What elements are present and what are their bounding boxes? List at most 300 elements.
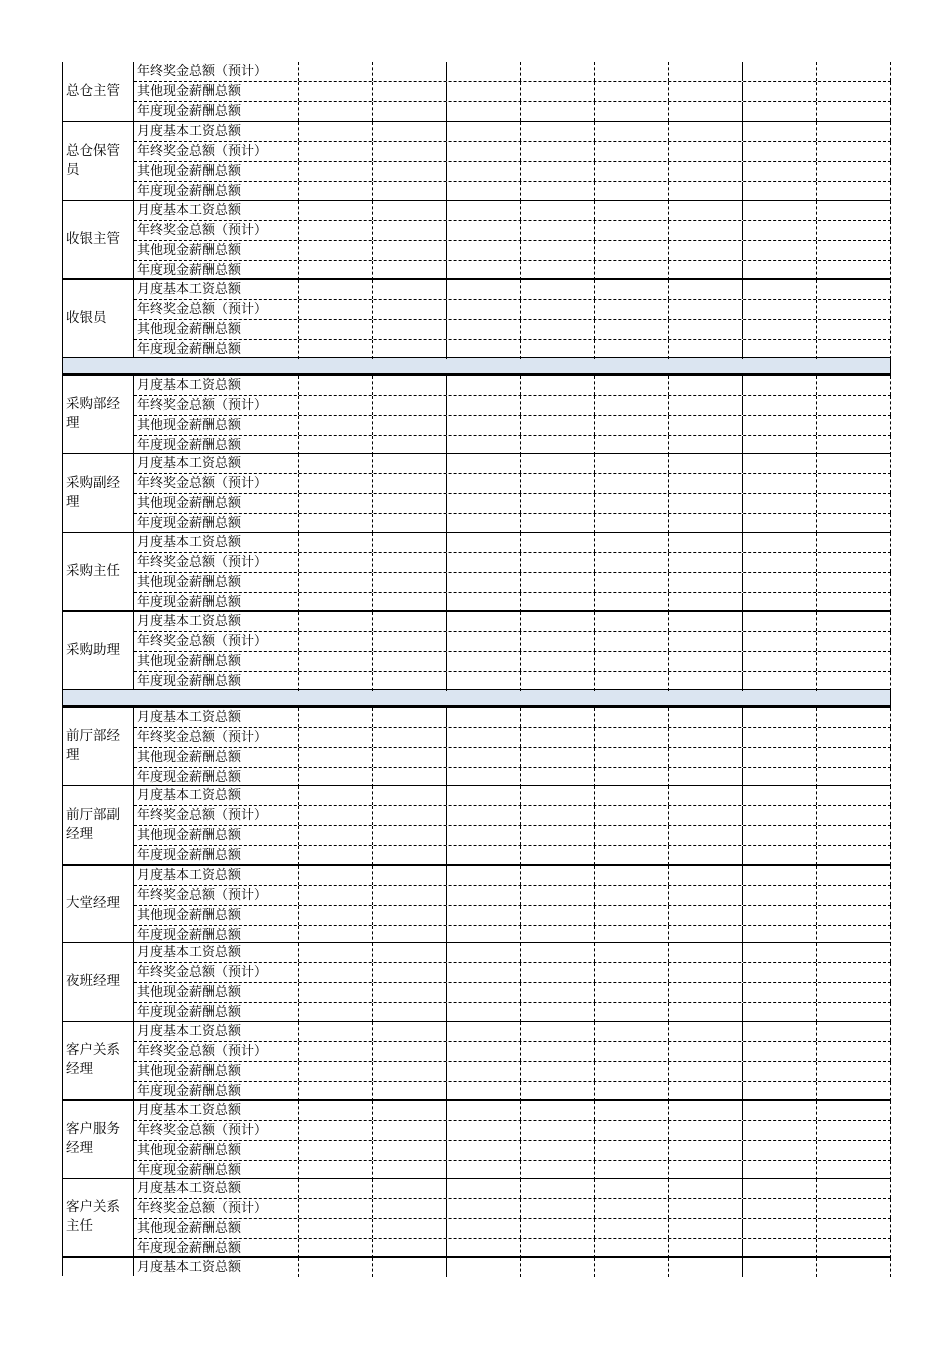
value-cell[interactable] (743, 396, 817, 415)
value-cell[interactable] (299, 1042, 373, 1061)
value-cell[interactable] (743, 1141, 817, 1160)
value-cell[interactable] (447, 1101, 521, 1120)
value-cell[interactable] (447, 122, 521, 141)
value-cell[interactable] (299, 573, 373, 592)
value-cell[interactable] (447, 632, 521, 651)
value-cell[interactable] (669, 963, 743, 982)
value-cell[interactable] (669, 652, 743, 671)
value-cell[interactable] (373, 768, 447, 787)
value-cell[interactable] (595, 768, 669, 787)
value-cell[interactable] (743, 1121, 817, 1140)
value-cell[interactable] (299, 1179, 373, 1198)
value-cell[interactable] (447, 1042, 521, 1061)
value-cell[interactable] (299, 983, 373, 1002)
value-cell[interactable] (669, 396, 743, 415)
value-cell[interactable] (447, 261, 521, 280)
value-cell[interactable] (595, 963, 669, 982)
value-cell[interactable] (817, 963, 891, 982)
value-cell[interactable] (817, 1121, 891, 1140)
value-cell[interactable] (817, 162, 891, 181)
value-cell[interactable] (595, 906, 669, 925)
value-cell[interactable] (595, 122, 669, 141)
value-cell[interactable] (299, 612, 373, 631)
value-cell[interactable] (447, 672, 521, 691)
value-cell[interactable] (521, 340, 595, 359)
value-cell[interactable] (743, 62, 817, 81)
value-cell[interactable] (817, 1239, 891, 1258)
value-cell[interactable] (817, 612, 891, 631)
value-cell[interactable] (447, 1258, 521, 1277)
value-cell[interactable] (373, 474, 447, 493)
value-cell[interactable] (447, 1179, 521, 1198)
value-cell[interactable] (595, 826, 669, 845)
value-cell[interactable] (373, 906, 447, 925)
value-cell[interactable] (521, 454, 595, 473)
value-cell[interactable] (743, 826, 817, 845)
value-cell[interactable] (743, 1022, 817, 1041)
value-cell[interactable] (669, 826, 743, 845)
value-cell[interactable] (743, 983, 817, 1002)
value-cell[interactable] (595, 201, 669, 220)
value-cell[interactable] (299, 708, 373, 727)
value-cell[interactable] (595, 1003, 669, 1022)
value-cell[interactable] (299, 454, 373, 473)
value-cell[interactable] (595, 280, 669, 299)
value-cell[interactable] (373, 514, 447, 533)
value-cell[interactable] (743, 494, 817, 513)
value-cell[interactable] (595, 1062, 669, 1081)
value-cell[interactable] (669, 474, 743, 493)
value-cell[interactable] (743, 593, 817, 612)
value-cell[interactable] (817, 826, 891, 845)
value-cell[interactable] (299, 672, 373, 691)
value-cell[interactable] (447, 1082, 521, 1101)
value-cell[interactable] (447, 748, 521, 767)
value-cell[interactable] (373, 1003, 447, 1022)
value-cell[interactable] (669, 280, 743, 299)
value-cell[interactable] (299, 142, 373, 161)
value-cell[interactable] (447, 1062, 521, 1081)
value-cell[interactable] (373, 1121, 447, 1140)
value-cell[interactable] (521, 768, 595, 787)
value-cell[interactable] (299, 494, 373, 513)
value-cell[interactable] (743, 1258, 817, 1277)
value-cell[interactable] (521, 1219, 595, 1238)
value-cell[interactable] (521, 416, 595, 435)
value-cell[interactable] (373, 573, 447, 592)
value-cell[interactable] (817, 1258, 891, 1277)
value-cell[interactable] (669, 1101, 743, 1120)
value-cell[interactable] (299, 416, 373, 435)
value-cell[interactable] (373, 632, 447, 651)
value-cell[interactable] (373, 1062, 447, 1081)
value-cell[interactable] (299, 553, 373, 572)
value-cell[interactable] (743, 768, 817, 787)
value-cell[interactable] (743, 708, 817, 727)
value-cell[interactable] (521, 62, 595, 81)
value-cell[interactable] (595, 846, 669, 865)
value-cell[interactable] (373, 142, 447, 161)
value-cell[interactable] (299, 340, 373, 359)
value-cell[interactable] (817, 748, 891, 767)
value-cell[interactable] (743, 553, 817, 572)
value-cell[interactable] (299, 280, 373, 299)
value-cell[interactable] (521, 1239, 595, 1258)
value-cell[interactable] (521, 1179, 595, 1198)
value-cell[interactable] (743, 672, 817, 691)
value-cell[interactable] (817, 1042, 891, 1061)
value-cell[interactable] (373, 748, 447, 767)
value-cell[interactable] (817, 280, 891, 299)
value-cell[interactable] (669, 553, 743, 572)
value-cell[interactable] (743, 1062, 817, 1081)
value-cell[interactable] (373, 62, 447, 81)
value-cell[interactable] (817, 416, 891, 435)
value-cell[interactable] (373, 300, 447, 319)
value-cell[interactable] (373, 1258, 447, 1277)
value-cell[interactable] (447, 826, 521, 845)
value-cell[interactable] (817, 533, 891, 552)
value-cell[interactable] (299, 1121, 373, 1140)
value-cell[interactable] (817, 866, 891, 885)
value-cell[interactable] (447, 320, 521, 339)
value-cell[interactable] (669, 906, 743, 925)
value-cell[interactable] (373, 963, 447, 982)
value-cell[interactable] (373, 728, 447, 747)
value-cell[interactable] (595, 886, 669, 905)
value-cell[interactable] (299, 1199, 373, 1218)
value-cell[interactable] (299, 221, 373, 240)
value-cell[interactable] (595, 182, 669, 201)
value-cell[interactable] (521, 1022, 595, 1041)
value-cell[interactable] (521, 573, 595, 592)
value-cell[interactable] (743, 142, 817, 161)
value-cell[interactable] (447, 612, 521, 631)
value-cell[interactable] (595, 162, 669, 181)
value-cell[interactable] (817, 1003, 891, 1022)
value-cell[interactable] (743, 846, 817, 865)
value-cell[interactable] (817, 62, 891, 81)
value-cell[interactable] (743, 1003, 817, 1022)
value-cell[interactable] (373, 494, 447, 513)
value-cell[interactable] (743, 886, 817, 905)
value-cell[interactable] (669, 806, 743, 825)
value-cell[interactable] (817, 768, 891, 787)
value-cell[interactable] (521, 886, 595, 905)
value-cell[interactable] (447, 201, 521, 220)
value-cell[interactable] (447, 436, 521, 455)
value-cell[interactable] (669, 573, 743, 592)
value-cell[interactable] (743, 612, 817, 631)
value-cell[interactable] (743, 436, 817, 455)
value-cell[interactable] (669, 182, 743, 201)
value-cell[interactable] (373, 612, 447, 631)
value-cell[interactable] (669, 672, 743, 691)
value-cell[interactable] (817, 943, 891, 962)
value-cell[interactable] (521, 102, 595, 121)
value-cell[interactable] (299, 632, 373, 651)
value-cell[interactable] (521, 1003, 595, 1022)
value-cell[interactable] (447, 593, 521, 612)
value-cell[interactable] (447, 652, 521, 671)
value-cell[interactable] (299, 886, 373, 905)
value-cell[interactable] (299, 102, 373, 121)
value-cell[interactable] (669, 728, 743, 747)
value-cell[interactable] (669, 1258, 743, 1277)
value-cell[interactable] (373, 1141, 447, 1160)
value-cell[interactable] (373, 1082, 447, 1101)
value-cell[interactable] (595, 454, 669, 473)
value-cell[interactable] (669, 82, 743, 101)
value-cell[interactable] (743, 866, 817, 885)
value-cell[interactable] (669, 320, 743, 339)
value-cell[interactable] (299, 963, 373, 982)
value-cell[interactable] (669, 1062, 743, 1081)
value-cell[interactable] (447, 280, 521, 299)
value-cell[interactable] (669, 593, 743, 612)
value-cell[interactable] (669, 612, 743, 631)
value-cell[interactable] (817, 1199, 891, 1218)
value-cell[interactable] (595, 672, 669, 691)
value-cell[interactable] (447, 1003, 521, 1022)
value-cell[interactable] (595, 533, 669, 552)
value-cell[interactable] (299, 806, 373, 825)
value-cell[interactable] (743, 533, 817, 552)
value-cell[interactable] (595, 1101, 669, 1120)
value-cell[interactable] (669, 142, 743, 161)
value-cell[interactable] (595, 553, 669, 572)
value-cell[interactable] (817, 494, 891, 513)
value-cell[interactable] (373, 122, 447, 141)
value-cell[interactable] (595, 261, 669, 280)
value-cell[interactable] (521, 280, 595, 299)
value-cell[interactable] (521, 652, 595, 671)
value-cell[interactable] (521, 494, 595, 513)
value-cell[interactable] (595, 102, 669, 121)
value-cell[interactable] (743, 786, 817, 805)
value-cell[interactable] (595, 786, 669, 805)
value-cell[interactable] (521, 201, 595, 220)
value-cell[interactable] (521, 122, 595, 141)
value-cell[interactable] (447, 533, 521, 552)
value-cell[interactable] (521, 1199, 595, 1218)
value-cell[interactable] (817, 553, 891, 572)
value-cell[interactable] (669, 866, 743, 885)
value-cell[interactable] (669, 340, 743, 359)
value-cell[interactable] (447, 182, 521, 201)
value-cell[interactable] (373, 983, 447, 1002)
value-cell[interactable] (669, 1239, 743, 1258)
value-cell[interactable] (299, 162, 373, 181)
value-cell[interactable] (447, 340, 521, 359)
value-cell[interactable] (373, 1219, 447, 1238)
value-cell[interactable] (521, 1082, 595, 1101)
value-cell[interactable] (817, 1101, 891, 1120)
value-cell[interactable] (595, 652, 669, 671)
value-cell[interactable] (299, 62, 373, 81)
value-cell[interactable] (447, 454, 521, 473)
value-cell[interactable] (595, 62, 669, 81)
value-cell[interactable] (669, 494, 743, 513)
value-cell[interactable] (447, 983, 521, 1002)
value-cell[interactable] (669, 261, 743, 280)
value-cell[interactable] (817, 906, 891, 925)
value-cell[interactable] (521, 1042, 595, 1061)
value-cell[interactable] (817, 1022, 891, 1041)
value-cell[interactable] (743, 182, 817, 201)
value-cell[interactable] (447, 62, 521, 81)
value-cell[interactable] (521, 533, 595, 552)
value-cell[interactable] (817, 122, 891, 141)
value-cell[interactable] (373, 826, 447, 845)
value-cell[interactable] (299, 1219, 373, 1238)
value-cell[interactable] (299, 474, 373, 493)
value-cell[interactable] (595, 474, 669, 493)
value-cell[interactable] (447, 708, 521, 727)
value-cell[interactable] (447, 142, 521, 161)
value-cell[interactable] (447, 474, 521, 493)
value-cell[interactable] (817, 474, 891, 493)
value-cell[interactable] (299, 82, 373, 101)
value-cell[interactable] (743, 340, 817, 359)
value-cell[interactable] (373, 162, 447, 181)
value-cell[interactable] (595, 1121, 669, 1140)
value-cell[interactable] (299, 1003, 373, 1022)
value-cell[interactable] (595, 494, 669, 513)
value-cell[interactable] (817, 514, 891, 533)
value-cell[interactable] (299, 826, 373, 845)
value-cell[interactable] (447, 300, 521, 319)
value-cell[interactable] (595, 632, 669, 651)
value-cell[interactable] (669, 376, 743, 395)
value-cell[interactable] (521, 300, 595, 319)
value-cell[interactable] (521, 1258, 595, 1277)
value-cell[interactable] (521, 943, 595, 962)
value-cell[interactable] (595, 748, 669, 767)
value-cell[interactable] (521, 182, 595, 201)
value-cell[interactable] (299, 748, 373, 767)
value-cell[interactable] (669, 122, 743, 141)
value-cell[interactable] (299, 320, 373, 339)
value-cell[interactable] (595, 514, 669, 533)
value-cell[interactable] (373, 241, 447, 260)
value-cell[interactable] (299, 396, 373, 415)
value-cell[interactable] (743, 1042, 817, 1061)
value-cell[interactable] (447, 846, 521, 865)
value-cell[interactable] (447, 963, 521, 982)
value-cell[interactable] (743, 162, 817, 181)
value-cell[interactable] (447, 786, 521, 805)
value-cell[interactable] (743, 632, 817, 651)
value-cell[interactable] (669, 886, 743, 905)
value-cell[interactable] (373, 786, 447, 805)
value-cell[interactable] (299, 1239, 373, 1258)
value-cell[interactable] (299, 182, 373, 201)
value-cell[interactable] (299, 514, 373, 533)
value-cell[interactable] (743, 122, 817, 141)
value-cell[interactable] (817, 182, 891, 201)
value-cell[interactable] (521, 806, 595, 825)
value-cell[interactable] (669, 514, 743, 533)
value-cell[interactable] (373, 943, 447, 962)
value-cell[interactable] (817, 632, 891, 651)
value-cell[interactable] (595, 340, 669, 359)
value-cell[interactable] (743, 943, 817, 962)
value-cell[interactable] (595, 416, 669, 435)
value-cell[interactable] (743, 300, 817, 319)
value-cell[interactable] (521, 786, 595, 805)
value-cell[interactable] (521, 514, 595, 533)
value-cell[interactable] (447, 553, 521, 572)
value-cell[interactable] (373, 866, 447, 885)
value-cell[interactable] (669, 201, 743, 220)
value-cell[interactable] (447, 514, 521, 533)
value-cell[interactable] (373, 533, 447, 552)
value-cell[interactable] (595, 1082, 669, 1101)
value-cell[interactable] (373, 652, 447, 671)
value-cell[interactable] (299, 906, 373, 925)
value-cell[interactable] (817, 1141, 891, 1160)
value-cell[interactable] (669, 221, 743, 240)
value-cell[interactable] (743, 652, 817, 671)
value-cell[interactable] (373, 102, 447, 121)
value-cell[interactable] (595, 376, 669, 395)
value-cell[interactable] (669, 1042, 743, 1061)
value-cell[interactable] (373, 201, 447, 220)
value-cell[interactable] (817, 340, 891, 359)
value-cell[interactable] (521, 826, 595, 845)
value-cell[interactable] (521, 1101, 595, 1120)
value-cell[interactable] (521, 593, 595, 612)
value-cell[interactable] (669, 1179, 743, 1198)
value-cell[interactable] (373, 280, 447, 299)
value-cell[interactable] (521, 846, 595, 865)
value-cell[interactable] (521, 708, 595, 727)
value-cell[interactable] (595, 983, 669, 1002)
value-cell[interactable] (447, 241, 521, 260)
value-cell[interactable] (447, 1219, 521, 1238)
value-cell[interactable] (669, 1082, 743, 1101)
value-cell[interactable] (595, 943, 669, 962)
value-cell[interactable] (595, 866, 669, 885)
value-cell[interactable] (447, 102, 521, 121)
value-cell[interactable] (743, 454, 817, 473)
value-cell[interactable] (743, 1082, 817, 1101)
value-cell[interactable] (447, 1239, 521, 1258)
value-cell[interactable] (743, 748, 817, 767)
value-cell[interactable] (373, 1042, 447, 1061)
value-cell[interactable] (595, 1179, 669, 1198)
value-cell[interactable] (669, 768, 743, 787)
value-cell[interactable] (817, 1062, 891, 1081)
value-cell[interactable] (447, 396, 521, 415)
value-cell[interactable] (373, 1101, 447, 1120)
value-cell[interactable] (743, 474, 817, 493)
value-cell[interactable] (373, 182, 447, 201)
value-cell[interactable] (447, 494, 521, 513)
value-cell[interactable] (373, 672, 447, 691)
value-cell[interactable] (299, 1101, 373, 1120)
value-cell[interactable] (669, 983, 743, 1002)
value-cell[interactable] (521, 376, 595, 395)
value-cell[interactable] (373, 436, 447, 455)
value-cell[interactable] (817, 261, 891, 280)
value-cell[interactable] (595, 396, 669, 415)
value-cell[interactable] (521, 672, 595, 691)
value-cell[interactable] (595, 593, 669, 612)
value-cell[interactable] (521, 748, 595, 767)
value-cell[interactable] (595, 142, 669, 161)
